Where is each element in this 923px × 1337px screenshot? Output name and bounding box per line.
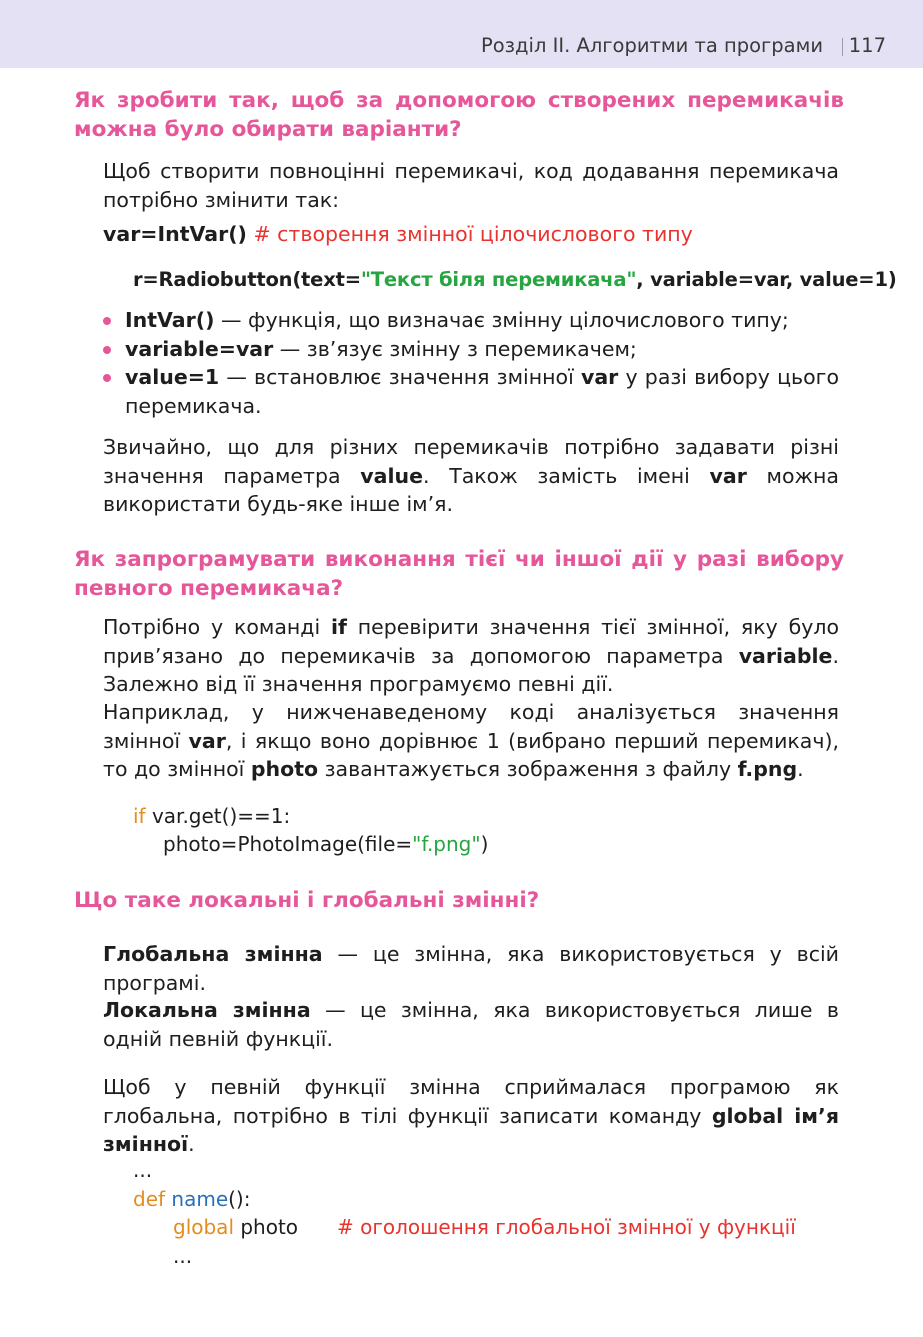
term-global-command: global ім’я змінної <box>103 1103 839 1156</box>
section2-paragraph-2 <box>103 698 839 784</box>
code-ellipsis-2: ... <box>173 1244 193 1268</box>
bullet-dot-icon <box>103 374 111 382</box>
code-intvar: var=IntVar() <box>103 222 247 246</box>
list-item <box>103 306 839 335</box>
text-run: Наприклад, у нижченаведеному коді аналізується значення змінної <box>103 700 839 753</box>
question-1: Як зробити так, щоб за допомогою створених перемикачів можна було обирати варіанти? <box>74 88 844 142</box>
text-run: . <box>797 757 804 781</box>
code-paren: (): <box>228 1187 251 1211</box>
term-variable: variable <box>738 643 833 668</box>
code-function-name: name <box>171 1187 229 1211</box>
section1-paragraph <box>103 433 839 519</box>
bullet-term: variable=var <box>125 336 274 361</box>
code-radiobutton-line <box>133 266 897 294</box>
code-radiobutton-b: , variable=var, value=1) <box>636 268 897 291</box>
code-intvar-comment: # створення змінної цілочислового типу <box>253 222 693 246</box>
term-var: var <box>188 728 226 753</box>
code-intvar-line <box>103 220 693 248</box>
code-radiobutton-string: "Текст біля перемикача" <box>360 268 637 291</box>
bullet-text: — встановлює значення змінної <box>219 365 581 389</box>
text-run: Потрібно у команді <box>103 615 331 639</box>
text-run: . Також замість імені <box>422 463 710 488</box>
term-photo: photo <box>250 757 319 781</box>
chapter-title: Розділ ІІ. Алгоритми та програми <box>480 34 823 57</box>
code-def-line <box>133 1185 250 1213</box>
header-separator <box>842 38 843 56</box>
list-item <box>103 335 839 364</box>
bullet-text: — зв’язує змінну з перемикачем; <box>273 336 637 361</box>
text-run: — це змінна, яка використовується у всій програмі. <box>103 942 840 995</box>
text-run: можна використати будь-яке інше ім’я. <box>103 463 839 516</box>
bullet-list <box>103 306 839 420</box>
code-keyword-global: global <box>173 1215 234 1239</box>
text-run: завантажується зображення з файлу <box>318 757 738 781</box>
term-fpng: f.png <box>737 757 798 781</box>
local-variable-definition <box>103 996 839 1053</box>
code-condition: var.get()==1: <box>145 804 291 828</box>
term-if: if <box>330 615 347 639</box>
code-keyword-if: if <box>133 804 146 828</box>
code-photo-line <box>163 830 488 858</box>
code-global-line <box>173 1213 298 1241</box>
code-radiobutton-a: r=Radiobutton(text= <box>133 268 361 291</box>
code-photo-var: photo <box>234 1215 299 1239</box>
page-header <box>0 0 923 68</box>
term-value: value <box>360 463 423 488</box>
code-photo-b: ) <box>480 832 489 856</box>
section2-paragraph-1 <box>103 613 839 699</box>
code-photo-a: photo=PhotoImage(file= <box>163 832 413 856</box>
code-global-comment: # оголошення глобальної змінної у функції <box>337 1215 796 1239</box>
bullet-term-2: var <box>580 365 619 389</box>
bullet-dot-icon <box>103 346 111 354</box>
text-run: . <box>188 1132 195 1156</box>
section1-intro: Щоб створити повноцінні перемикачі, код додавання перемикача потрібно змінити так: <box>103 159 839 212</box>
code-keyword-def: def <box>133 1187 166 1211</box>
section3-paragraph <box>103 1073 839 1159</box>
bullet-dot-icon <box>103 317 111 325</box>
text-run: перевірити значення тієї змінної, яку було прив’язано до перемикачів за допомогою параметра <box>103 615 839 668</box>
term-local-variable: Локальна змінна <box>103 998 311 1022</box>
bullet-text: — функція, що визначає змінну цілочислового типу; <box>214 308 789 332</box>
code-ellipsis-1: ... <box>133 1158 153 1182</box>
text-run: — це змінна, яка використовується лише в одній певній функції. <box>103 998 839 1051</box>
question-3: Що таке локальні і глобальні змінні? <box>74 888 540 913</box>
term-var: var <box>709 463 747 488</box>
code-photo-string: "f.png" <box>412 832 481 856</box>
list-item <box>103 363 839 420</box>
text-run: . Залежно від її значення програмуємо певні дії. <box>103 643 839 696</box>
text-run: Звичайно, що для різних перемикачів потрібно задавати різні значення параметра <box>103 435 839 488</box>
bullet-text-2: у разі вибору цього перемикача. <box>125 365 839 418</box>
text-run: , і якщо воно дорівнює 1 (вибрано перший перемикач), то до змінної <box>103 728 839 781</box>
bullet-term: IntVar() <box>125 308 215 332</box>
page-number: 117 <box>848 34 886 57</box>
bullet-term: value=1 <box>125 365 220 389</box>
term-global-variable: Глобальна змінна <box>103 942 323 966</box>
text-run: Щоб у певній функції змінна сприймалася програмою як глобальна, потрібно в тілі функції записати команду <box>103 1075 839 1128</box>
global-variable-definition <box>103 940 839 997</box>
question-2: Як запрограмувати виконання тієї чи іншої дії у разі вибору певного перемикача? <box>74 547 844 601</box>
code-if-line <box>133 802 290 830</box>
